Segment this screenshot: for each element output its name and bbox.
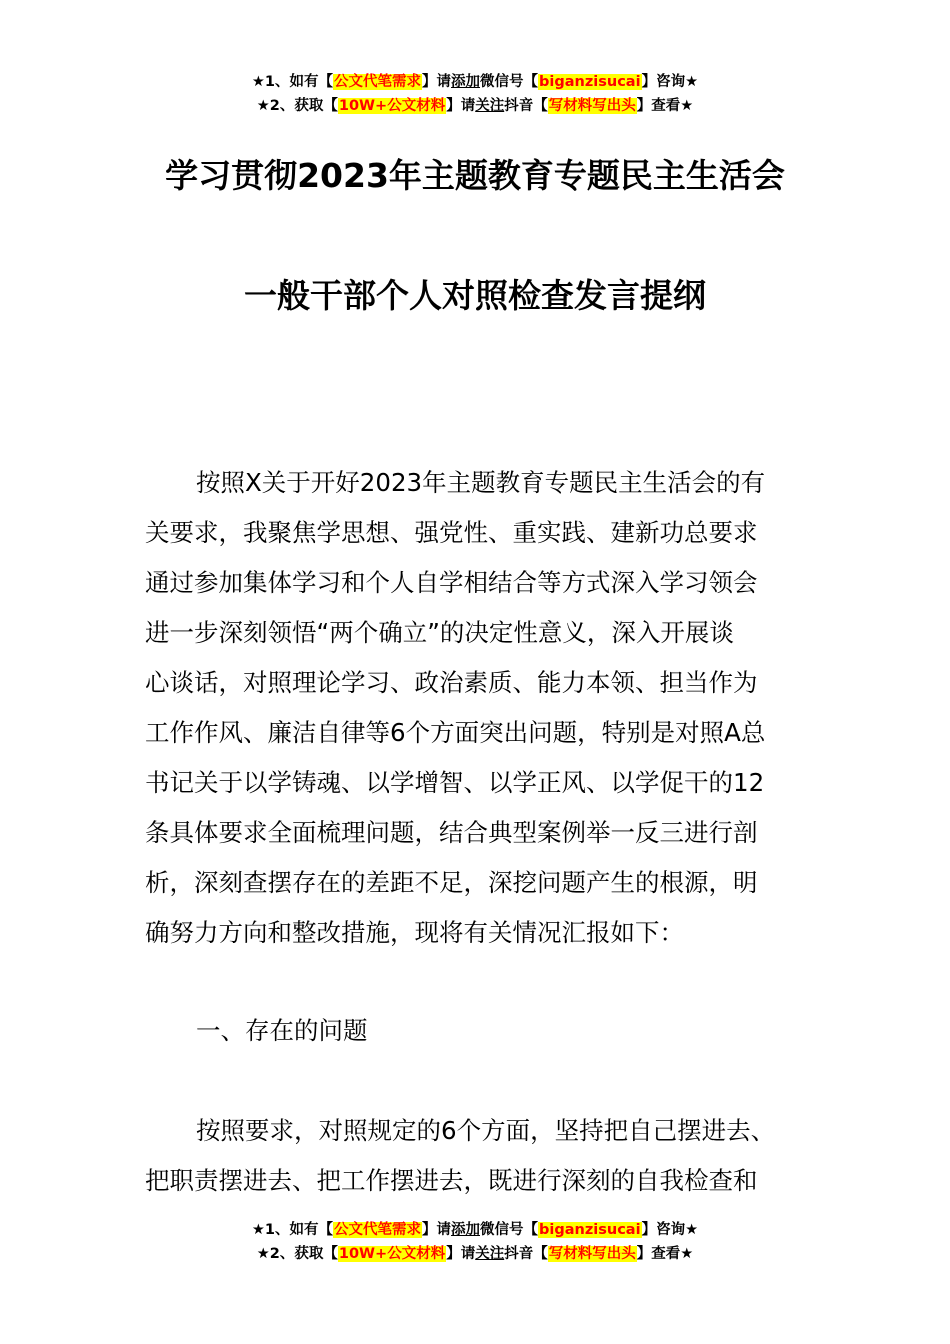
footer-banner-line-1: [0, 1218, 950, 1242]
banner-highlight: 10W+公文材料: [338, 98, 446, 114]
paragraph-line: 通过参加集体学习和个人自学相结合等方式深入学习领会: [145, 568, 758, 597]
banner-highlight: biganzisucai: [539, 74, 641, 90]
section-heading-text: 一、存在的问题: [196, 1016, 368, 1045]
paragraph-line: 确努力方向和整改措施，现将有关情况汇报如下：: [145, 918, 684, 947]
paragraph-intro: [145, 458, 807, 958]
banner-text: ★2、获取【: [256, 98, 338, 114]
banner-text: 】请: [446, 98, 476, 114]
banner-underlined: 关注: [475, 1246, 505, 1262]
header-banner: [0, 70, 950, 118]
banner-highlight: biganzisucai: [539, 1222, 641, 1238]
banner-text: 微信号【: [480, 74, 539, 90]
banner-text: 抖音【: [504, 1246, 548, 1262]
paragraph-problems: [145, 1106, 807, 1206]
banner-text: 】请: [422, 74, 452, 90]
banner-highlight: 写材料写出头: [548, 1246, 636, 1262]
paragraph-line: 把职责摆进去、把工作摆进去，既进行深刻的自我检查和: [145, 1166, 758, 1195]
header-banner-line-2: [0, 94, 950, 118]
banner-text: 】查看★: [636, 1246, 694, 1262]
paragraph-line: 按照X关于开好2023年主题教育专题民主生活会的有: [196, 468, 766, 497]
banner-underlined: 关注: [475, 98, 505, 114]
paragraph-line: 心谈话，对照理论学习、政治素质、能力本领、担当作为: [145, 668, 758, 697]
banner-text: ★1、如有【: [251, 1222, 334, 1238]
banner-text: 】请: [422, 1222, 452, 1238]
paragraph-line: 书记关于以学铸魂、以学增智、以学正风、以学促干的12: [145, 768, 765, 797]
paragraph-line: 进一步深刻领悟“两个确立”的决定性意义，深入开展谈: [145, 618, 734, 647]
document-title-line-1: 学习贯彻2023年主题教育专题民主生活会: [165, 156, 785, 195]
document-title-line-2: 一般干部个人对照检查发言提纲: [244, 276, 706, 315]
banner-highlight: 公文代笔需求: [334, 74, 422, 90]
paragraph-line: 条具体要求全面梳理问题，结合典型案例举一反三进行剖: [145, 818, 758, 847]
banner-underlined: 添加: [451, 74, 481, 90]
banner-text: 】查看★: [636, 98, 694, 114]
banner-text: 微信号【: [480, 1222, 539, 1238]
banner-underlined: 添加: [451, 1222, 481, 1238]
footer-banner: [0, 1218, 950, 1266]
paragraph-line: 析，深刻查摆存在的差距不足，深挖问题产生的根源，明: [145, 868, 758, 897]
banner-highlight: 写材料写出头: [548, 98, 636, 114]
banner-text: 】请: [446, 1246, 476, 1262]
banner-text: ★1、如有【: [251, 74, 334, 90]
banner-text: 】咨询★: [641, 1222, 699, 1238]
footer-banner-line-2: [0, 1242, 950, 1266]
paragraph-line: 关要求，我聚焦学思想、强党性、重实践、建新功总要求: [145, 518, 758, 547]
paragraph-line: 按照要求，对照规定的6个方面，坚持把自己摆进去、: [196, 1116, 776, 1145]
banner-highlight: 10W+公文材料: [338, 1246, 446, 1262]
header-banner-line-1: [0, 70, 950, 94]
paragraph-line: 工作作风、廉洁自律等6个方面突出问题，特别是对照A总: [145, 718, 766, 747]
banner-highlight: 公文代笔需求: [334, 1222, 422, 1238]
banner-text: 】咨询★: [641, 74, 699, 90]
section-heading-problems: [145, 1006, 807, 1056]
banner-text: ★2、获取【: [256, 1246, 338, 1262]
banner-text: 抖音【: [504, 98, 548, 114]
